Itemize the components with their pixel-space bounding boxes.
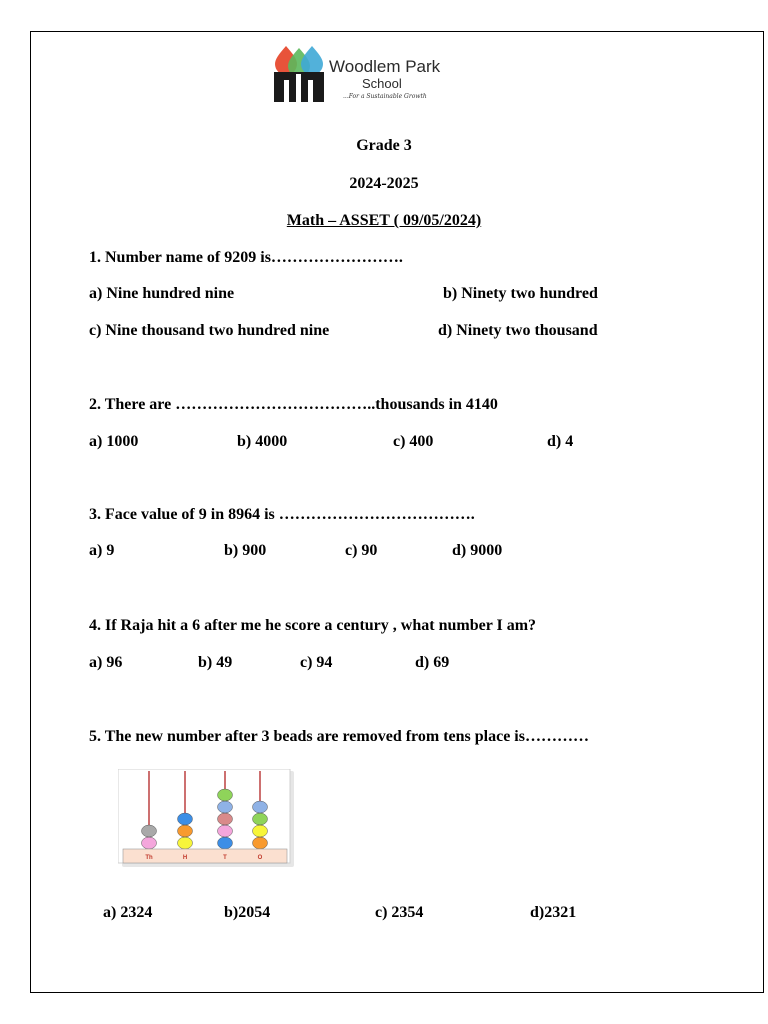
q5-option-b: b)2054 — [224, 904, 271, 921]
school-tagline: ...For a Sustainable Growth — [343, 93, 427, 100]
q3-option-d: d) 9000 — [452, 542, 503, 559]
question-1: 1. Number name of 9209 is……………………. — [89, 249, 403, 266]
q5-option-a: a) 2324 — [103, 904, 153, 921]
abacus-bead — [218, 801, 233, 813]
q4-option-c: c) 94 — [300, 654, 333, 671]
q4-option-d: d) 69 — [415, 654, 450, 671]
question-3: 3. Face value of 9 in 8964 is ………………………………. — [89, 506, 475, 523]
abacus-bead — [253, 837, 268, 849]
q1-option-b: b) Ninety two hundred — [443, 285, 598, 302]
exam-title: Math – ASSET ( 09/05/2024) — [286, 212, 482, 229]
abacus-bead — [142, 825, 157, 837]
question-5: 5. The new number after 3 beads are removed from tens place is………… — [89, 728, 589, 745]
q5-option-d: d)2321 — [530, 904, 577, 921]
question-2: 2. There are ………………………………..thousands in 4140 — [89, 396, 498, 413]
academic-year: 2024-2025 — [349, 175, 419, 192]
q2-option-d: d) 4 — [547, 433, 574, 450]
abacus-label-t: T — [223, 855, 227, 861]
abacus-bead — [142, 837, 157, 849]
q3-option-c: c) 90 — [345, 542, 378, 559]
q4-option-b: b) 49 — [198, 654, 233, 671]
abacus-image — [118, 769, 294, 867]
abacus-bead — [253, 801, 268, 813]
abacus-bead — [253, 813, 268, 825]
abacus-label-o: O — [257, 855, 263, 861]
abacus-drawing — [118, 769, 294, 867]
abacus-bead — [178, 837, 193, 849]
abacus-bead — [178, 825, 193, 837]
q1-option-c: c) Nine thousand two hundred nine — [89, 322, 330, 339]
abacus-bead — [253, 825, 268, 837]
abacus-bead — [178, 813, 193, 825]
q2-option-a: a) 1000 — [89, 433, 139, 450]
q3-option-b: b) 900 — [224, 542, 267, 559]
grade-title: Grade 3 — [356, 137, 412, 154]
abacus-bead — [218, 825, 233, 837]
q1-option-d: d) Ninety two thousand — [438, 322, 598, 339]
school-name: Woodlem Park — [329, 57, 441, 76]
school-logo-icon — [273, 44, 325, 104]
q1-option-a: a) Nine hundred nine — [89, 285, 235, 302]
question-4: 4. If Raja hit a 6 after me he score a century , what number I am? — [89, 617, 537, 634]
q4-option-a: a) 96 — [89, 654, 123, 671]
school-logo — [273, 44, 463, 106]
q2-option-b: b) 4000 — [237, 433, 288, 450]
q5-option-c: c) 2354 — [375, 904, 424, 921]
q3-option-a: a) 9 — [89, 542, 115, 559]
abacus-bead — [218, 813, 233, 825]
q2-option-c: c) 400 — [393, 433, 434, 450]
abacus-label-h: H — [182, 855, 188, 861]
abacus-bead — [218, 789, 233, 801]
abacus-label-th: Th — [145, 855, 153, 861]
abacus-bead — [218, 837, 233, 849]
school-subtitle: School — [362, 76, 402, 91]
